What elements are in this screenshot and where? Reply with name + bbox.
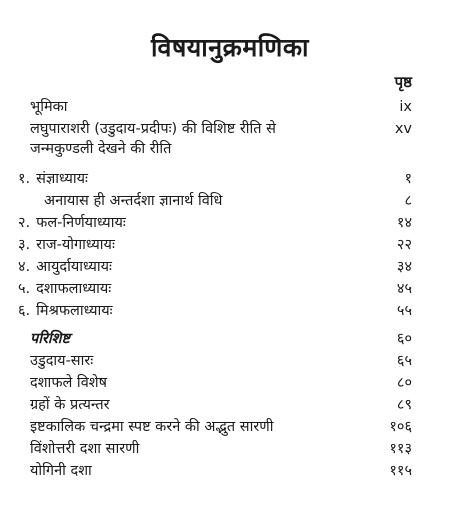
toc-entry-page: २२	[396, 237, 412, 253]
toc-row	[0, 190, 460, 212]
page-title: विषयानुक्रमणिका	[150, 33, 310, 62]
toc-entry-number: ५.	[18, 281, 31, 297]
toc-entry-label: दशाफले विशेष	[30, 375, 107, 391]
toc-entry-page: १०६	[389, 419, 412, 435]
toc-entry-page: ११५	[389, 463, 412, 479]
appendix-heading: परिशिष्ट	[30, 331, 71, 347]
toc-entry-number: ४.	[18, 259, 31, 275]
toc-entry-page: xv	[394, 121, 412, 137]
toc-row	[0, 138, 460, 160]
toc-entry-number: ६.	[18, 303, 31, 319]
toc-entry-label: जन्मकुण्डली देखने की रीति	[30, 141, 172, 157]
toc-entry-label: लघुपाराशरी (उडुदाय-प्रदीपः) की विशिष्ट रीति से	[30, 121, 276, 137]
toc-entry-label: इष्टकालिक चन्द्रमा स्पष्ट करने की अद्भुत सारणी	[30, 419, 274, 435]
toc-row	[0, 460, 460, 482]
toc-row	[0, 394, 460, 416]
toc-entry-label: दशाफलाध्यायः	[36, 281, 112, 297]
toc-entry-label: भूमिका	[30, 99, 68, 115]
toc-entry-page: ६५	[396, 353, 412, 369]
toc-entry-page: ११३	[389, 441, 412, 457]
toc-entry-page: ८०	[396, 375, 412, 391]
toc-entry-page: ३४	[396, 259, 412, 275]
toc-entry-number: ३.	[18, 237, 31, 253]
toc-row	[0, 350, 460, 372]
toc-entry-page: ix	[399, 99, 412, 115]
toc-row	[0, 256, 460, 278]
toc-row	[0, 168, 460, 190]
toc-entry-number: २.	[18, 215, 31, 231]
toc-entry-page: ८९	[396, 397, 412, 413]
toc-entry-page: ८	[404, 193, 412, 209]
toc-entry-label: योगिनी दशा	[30, 463, 92, 479]
toc-entry-label: ग्रहों के प्रत्यन्तर	[30, 397, 110, 413]
toc-row	[0, 118, 460, 140]
toc-entry-page: १	[404, 171, 412, 187]
toc-entry-page: ६०	[396, 331, 412, 347]
toc-entry-label: आयुर्दायाध्यायः	[36, 259, 112, 275]
toc-entry-page: १४	[396, 215, 412, 231]
toc-entry-label: अनायास ही अन्तर्दशा ज्ञानार्थ विधि	[44, 193, 223, 209]
toc-entry-label: उडुदाय-सारः	[30, 353, 94, 369]
toc-entry-label: राज-योगाध्यायः	[36, 237, 115, 253]
toc-entry-label: संज्ञाध्यायः	[36, 171, 88, 187]
toc-row	[0, 212, 460, 234]
toc-entry-label: विंशोत्तरी दशा सारणी	[30, 441, 140, 457]
toc-row	[0, 278, 460, 300]
toc-row	[0, 416, 460, 438]
toc-row	[0, 438, 460, 460]
toc-entry-number: १.	[18, 171, 31, 187]
toc-row	[0, 328, 460, 350]
toc-row	[0, 234, 460, 256]
toc-row	[0, 300, 460, 322]
page-column-header: पृष्ठ	[394, 73, 412, 91]
toc-entry-label: मिश्रफलाध्यायः	[36, 303, 113, 319]
toc-row	[0, 372, 460, 394]
toc-entry-page: ५५	[396, 303, 412, 319]
toc-entry-label: फल-निर्णयाध्यायः	[36, 215, 126, 231]
toc-row	[0, 96, 460, 118]
toc-entry-page: ४५	[396, 281, 412, 297]
